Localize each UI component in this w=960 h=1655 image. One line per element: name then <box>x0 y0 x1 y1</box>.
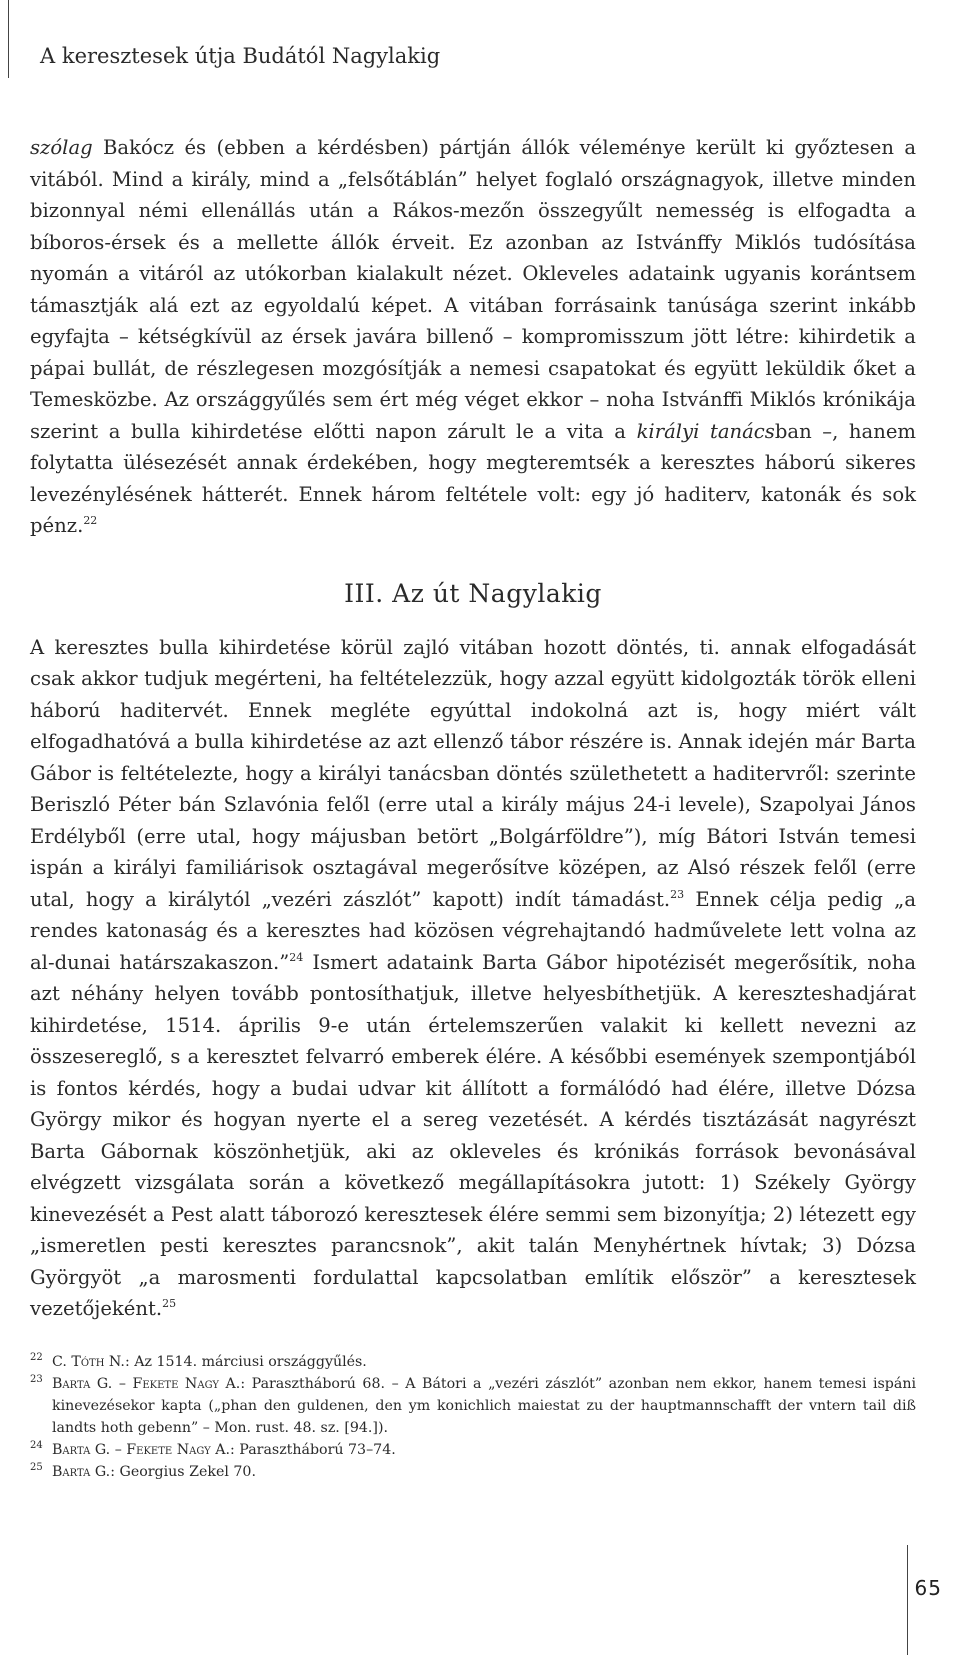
paragraph-1 <box>30 132 916 542</box>
italic-term: királyi tanács <box>636 419 775 443</box>
italic-word: szólag <box>30 136 93 159</box>
footnote-number: 24 <box>30 1439 43 1451</box>
footnote-ref-25[interactable]: 25 <box>162 1297 177 1310</box>
footnote-number: 25 <box>30 1461 43 1473</box>
page-number-rule <box>907 1545 908 1655</box>
paragraph-2-text-c: Ismert adataink Barta Gábor hipotézisét megerősítik, noha azt néhány helyen tovább pontosíthatjuk, illetve helyesbíthetjük. A kereszteshadjárat kihirdetése, 1514. április 9-e után értelemszerűen valakit ki kellett nevezni az összesereglő, s a keresztet felvarró emberek élére. A későbbi események szempontjából is fontos kérdés, hogy a budai udvar kit állított a formálódó had élére, illetve Dózsa György mikor és hogyan nyerte el a sereg vezetését. A kérdés tisztázását nagyrészt Barta Gábornak köszönhetjük, aki az okleveles és krónikás források bevonásával elvégzett vizsgálata során a következő megállapításokra jutott: 1) Székely György kinevezését a Pest alatt táborozó keresztesek élére semmi sem bizonyítja; 2) létezett egy „ismeretlen pesti keresztes parancsnok”, akit talán Menyhértnek hívtak; 3) Dózsa Györgyöt „a marosmenti fordulattal kapcsolatban említik először” a keresztesek vezetőjeként. <box>30 950 916 1320</box>
footnote-author: Barta G. <box>52 1463 111 1480</box>
footnote-number: 22 <box>30 1351 43 1363</box>
paragraph-2 <box>30 632 916 1325</box>
footnote-text: : Az 1514. márciusi országgyűlés. <box>124 1353 367 1370</box>
section-heading: III. Az út Nagylakig <box>344 578 602 608</box>
footnote-ref-22[interactable]: 22 <box>83 514 98 527</box>
paragraph-1-text-b: ban –, hanem folytatta ülésezését annak érdekében, hogy megteremtsék a keresztes háború sikeres levezénylésének hátterét. Ennek három feltétele volt: egy jó haditerv, katonák és sok pénz. <box>30 419 917 537</box>
running-head: A keresztesek útja Budától Nagylakig <box>40 44 441 68</box>
footnote-24 <box>30 1439 916 1461</box>
paragraph-1-text-a: Bakócz és (ebben a kérdésben) pártján állók véleménye került ki győztesen a vitából. Mind a király, mind a „felsőtáblán” helyet foglaló országnagyok, illetve minden bizonnyal némi ellenállás után a Rákos-mezőn összegyűlt nemesség is elfogadta a bíboros-érsek és a mellette állók érveit. Ez azonban az Istvánffy Miklós tudósítása nyomán a vitáról az utókorban kialakult nézet. Okleveles adataink ugyanis korántsem támasztják alá ezt az egyoldalú képet. A vitában forrásaink tanúsága szerint inkább egyfajta – kétségkívül az érsek javára billenő – kompromisszum jött létre: kihirdetik a pápai bullát, de részlegesen mozgósítják a nemesi csapatokat és együtt leküldik őket a Temesközbe. Az országgyűlés sem ért még véget ekkor – noha Istvánffi Miklós krónikája szerint a bulla kihirdetése előtti napon zárult le a vita a <box>30 136 916 443</box>
paragraph-2-text-b: Ennek célja pedig „a rendes katonaság és a keresztes had közösen végrehajtandó hadművelete lett volna az al-dunai határszakaszon.” <box>30 887 917 974</box>
footnote-22 <box>30 1351 916 1373</box>
footnote-text: : Georgius Zekel 70. <box>110 1463 256 1480</box>
left-margin-rule <box>8 0 9 78</box>
footnote-number: 23 <box>30 1373 43 1385</box>
footnote-23 <box>30 1373 916 1439</box>
footnote-author: Barta G. – Fekete Nagy A. <box>52 1375 241 1392</box>
main-text <box>30 132 916 1483</box>
footnote-ref-23[interactable]: 23 <box>670 887 685 901</box>
page-number: 65 <box>914 1576 942 1600</box>
footnote-ref-24[interactable]: 24 <box>289 950 304 964</box>
footnote-text: : Parasztháború 73–74. <box>230 1441 396 1458</box>
footnotes <box>30 1351 916 1483</box>
footnote-author: C. Tóth N. <box>52 1353 125 1370</box>
paragraph-2-text-a: A keresztes bulla kihirdetése körül zajló vitában hozott döntés, ti. annak elfogadását csak akkor tudjuk megérteni, ha feltételezzük, hogy azzal együtt kidolgozták török elleni háború haditervét. Ennek megléte egyúttal indokolná azt is, hogy miért vált elfogadhatóvá a bulla kihirdetése az azt ellenző tábor részére is. Annak idején már Barta Gábor is feltételezte, hogy a királyi tanácsban döntés születhetett a haditervről: szerinte Beriszló Péter bán Szlavónia felől (erre utal a király május 24-i levele), Szapolyai János Erdélyből (erre utal, hogy májusban betört „Bolgárföldre”), míg Bátori István temesi ispán a királyi familiárisok osztagával megerősítve középen, az Alsó részek felől (erre utal, hogy a királytól „vezéri zászlót” kapott) indít támadást. <box>30 635 916 911</box>
footnote-text: : Parasztháború 68. – A Bátori a „vezéri zászlót” azonban nem ekkor, hanem temesi ispáni kinevezésekor kapta („phan den guldenen, den ym konichlich maiestat zu der hauptmannschafft der vntern tail diß landts hoth gebenn” – Mon. rust. 48. sz. [94.]). <box>52 1375 917 1436</box>
footnote-25 <box>30 1461 916 1483</box>
footnote-author: Barta G. – Fekete Nagy A. <box>52 1441 231 1458</box>
